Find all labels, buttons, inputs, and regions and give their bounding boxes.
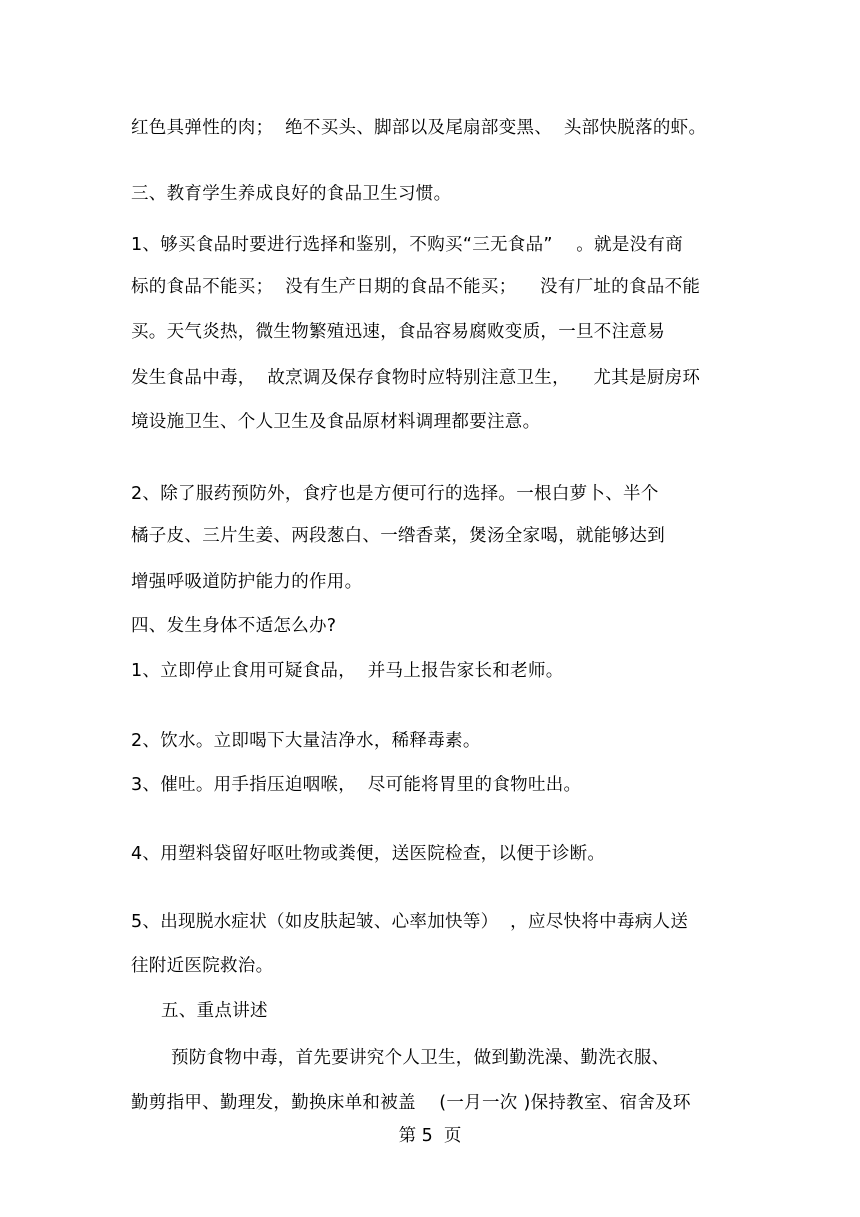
text-line: 2、饮水。立即喝下大量洁净水，稀释毒素。 [131,731,481,751]
text-line: 橘子皮、三片生姜、两段葱白、一绺香菜，煲汤全家喝，就能够达到 [131,526,665,546]
section-heading: 四、发生身体不适怎么办? [131,616,337,636]
text-line: 增强呼吸道防护能力的作用。 [131,572,363,592]
text-line: 境设施卫生、个人卫生及食品原材料调理都要注意。 [131,412,541,432]
text-line: 勤剪指甲、勤理发，勤换床单和被盖 (一月一次 )保持教室、宿舍及环 [131,1093,691,1113]
text-line: 2、除了服药预防外，食疗也是方便可行的选择。一根白萝卜、半个 [131,484,659,504]
text-line: 4、用塑料袋留好呕吐物或粪便，送医院检查，以便于诊断。 [131,844,606,864]
text-line: 往附近医院救治。 [131,956,274,976]
text-line: 1、够买食品时要进行选择和鉴别，不购买“三无食品” 。就是没有商 [131,235,684,255]
section-heading: 三、教育学生养成良好的食品卫生习惯。 [131,184,452,204]
text-line: 3、催吐。用手指压迫咽喉， 尽可能将胃里的食物吐出。 [131,775,582,795]
text-line: 标的食品不能买； 没有生产日期的食品不能买； 没有厂址的食品不能 [131,277,701,297]
text-line: 预防食物中毒，首先要讲究个人卫生，做到勤洗澡、勤洗衣服、 [171,1048,670,1068]
text-line: 红色具弹性的肉； 绝不买头、脚部以及尾扇部变黑、 头部快脱落的虾。 [131,118,707,138]
page-number-footer: 第 5 页 [398,1126,462,1146]
text-line: 1、立即停止食用可疑食品， 并马上报告家长和老师。 [131,661,564,681]
section-heading: 五、重点讲述 [161,1001,268,1021]
text-line: 5、出现脱水症状（如皮肤起皱、心率加快等） ，应尽快将中毒病人送 [131,912,689,932]
text-line: 买。天气炎热，微生物繁殖迅速，食品容易腐败变质，一旦不注意易 [131,322,665,342]
text-line: 发生食品中毒， 故烹调及保存食物时应特别注意卫生， 尤其是厨房环 [131,368,701,388]
